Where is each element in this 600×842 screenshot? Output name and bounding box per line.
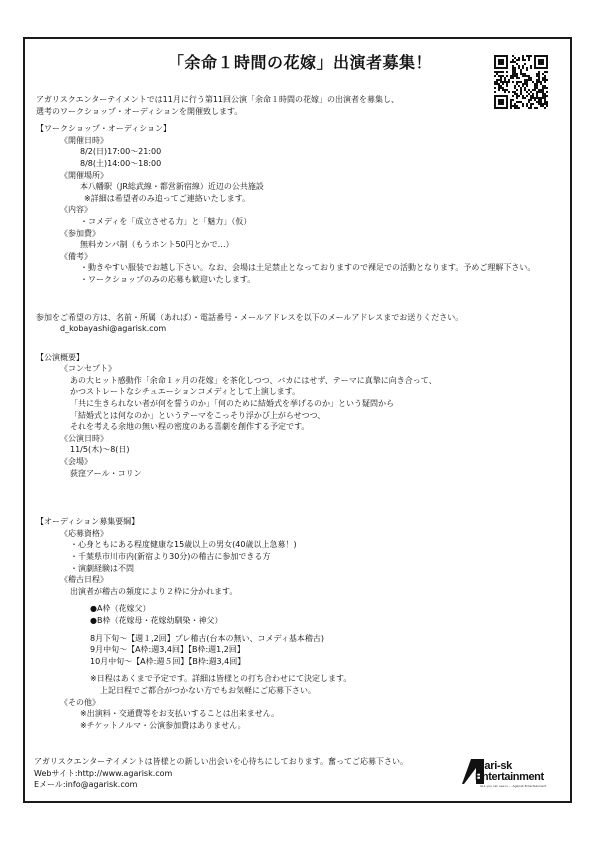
email-text: Eメール:info@agarisk.com: [34, 780, 138, 790]
logo-tagline: ALL you can see is ... Agarisk Entertainment: [480, 784, 547, 788]
agarisk-logo: [462, 759, 558, 793]
workshop-notes-label: 《備考》: [60, 251, 92, 261]
qualification-item: ・千葉県市川市内(新宿より30分)の稽古に参加できる方: [70, 552, 271, 561]
other-label: 《その他》: [60, 697, 100, 707]
apply-instructions: 参加をご希望の方は、名前・所属（あれば）・電話番号・メールアドレスを以下のメールアドレスまでお送りください。: [36, 312, 464, 322]
concept-line: かつストレートなシチュエーションコメディとして上演します。: [70, 387, 301, 397]
concept-line: 「結婚式とは何なのか」というテーマをこっそり浮かび上がらせつつ、: [70, 410, 326, 420]
workshop-date: 8/2(日)17:00～21:00: [80, 147, 162, 157]
apply-email: d_kobayashi@agarisk.com: [60, 324, 167, 334]
workshop-heading: 【ワークショップ・オーディション】: [36, 124, 172, 134]
audition-heading: 【オーディション募集要綱】: [36, 517, 140, 527]
closing-message: アガリスクエンターテイメントは皆様との新しい出会いを心待ちにしております。奮ってご応募下さい。: [34, 757, 408, 766]
qualification-item: ・演劇経験は不問: [70, 563, 134, 573]
other-item: ※チケットノルマ・公演参加費はありません。: [80, 720, 246, 730]
concept-line: それを考える余地の無い程の密度のある喜劇を創作する予定です。: [70, 422, 310, 432]
workshop-venue: 本八幡駅（JR総武線・都営新宿線）近辺の公共施設: [80, 182, 264, 192]
intro-line: 選考のワークショップ・オーディションを開催致します。: [36, 106, 243, 116]
workshop-fee-label: 《参加費》: [60, 228, 100, 238]
other-item: ※出演料・交通費等をお支払いすることは出来ません。: [80, 709, 280, 719]
website-text: Webサイト:http://www.agarisk.com: [34, 768, 173, 778]
workshop-note: ・動きやすい服装でお越し下さい。なお、会場は土足禁止となっておりますので裸足での活動となります。予めご理解下さい。: [80, 263, 536, 273]
performance-dates: 11/5(木)～8(日): [70, 445, 130, 455]
workshop-note: ・ワークショップのみの応募も歓迎いたします。: [80, 274, 256, 284]
rehearsal-frame: ●A枠（花嫁父）: [90, 604, 151, 614]
concept-line: 「共に生きられない者が何を誓うのか」「何のために結婚式を挙げるのか」という疑問から: [70, 399, 394, 409]
rehearsal-schedule-line: 8月下旬～【週１,2回】プレ稽古(台本の無い、コメディ基本稽古): [90, 633, 325, 643]
overview-heading: 【公演概要】: [36, 352, 84, 362]
logo-text-line2: Entertainment: [475, 771, 544, 783]
workshop-venue-note: ※詳細は希望者のみ追ってご連絡いたします。: [84, 193, 251, 203]
page-title: 「余命１時間の花嫁」出演者募集！: [167, 53, 432, 72]
rehearsal-schedule-line: 10月中旬～【A枠:週５回】【B枠:週3,4回】: [90, 656, 246, 666]
intro-line: アガリスクエンターテイメントでは11月に行う第11回公演「余命１時間の花嫁」の出演者を募集し、: [36, 95, 399, 104]
rehearsal-intro: 出演者が稽古の頻度により２枠に分かれます。: [70, 586, 238, 596]
rehearsal-label: 《稽古日程》: [60, 575, 108, 585]
workshop-date: 8/8(土)14:00～18:00: [80, 158, 162, 168]
workshop-venue-label: 《開催場所》: [60, 170, 108, 180]
performance-venue: 荻窪アール・コリン: [70, 468, 142, 478]
footer: [34, 756, 454, 791]
concept-label: 《コンセプト》: [60, 364, 116, 374]
qualification-label: 《応募資格》: [60, 528, 108, 538]
schedule-note: 上記日程でご都合がつかない方でもお気軽にご応募下さい。: [100, 685, 316, 695]
workshop-content-label: 《内容》: [60, 205, 92, 215]
rehearsal-schedule-line: 9月中旬～【A枠:週3,4回】【B枠:週1,2回】: [90, 645, 245, 655]
rehearsal-frame: ●B枠（花嫁母・花嫁幼馴染・神父）: [90, 615, 223, 625]
logo-text-line1: gari-sk: [478, 760, 512, 772]
schedule-note: ※日程はあくまで予定です。詳細は皆様との打ち合わせにて決定します。: [90, 674, 352, 684]
qualification-item: ・心身ともにある程度健康な15歳以上の男女(40歳以上急募！): [70, 540, 297, 550]
concept-line: あの大ヒット感動作「余命１ヶ月の花嫁」を茶化しつつ、バカにはせず、テーマに真摯に向き合って、: [70, 375, 437, 385]
performance-dates-label: 《公演日時》: [60, 433, 108, 443]
workshop-dates-label: 《開催日時》: [60, 135, 108, 145]
document-body: [36, 94, 566, 731]
performance-venue-label: 《会場》: [60, 457, 92, 467]
workshop-fee: 無料カンパ制（もうホント50円とかで…）: [80, 240, 234, 250]
workshop-content: ・コメディを「成立させる力」と「魅力」（仮）: [80, 216, 252, 226]
